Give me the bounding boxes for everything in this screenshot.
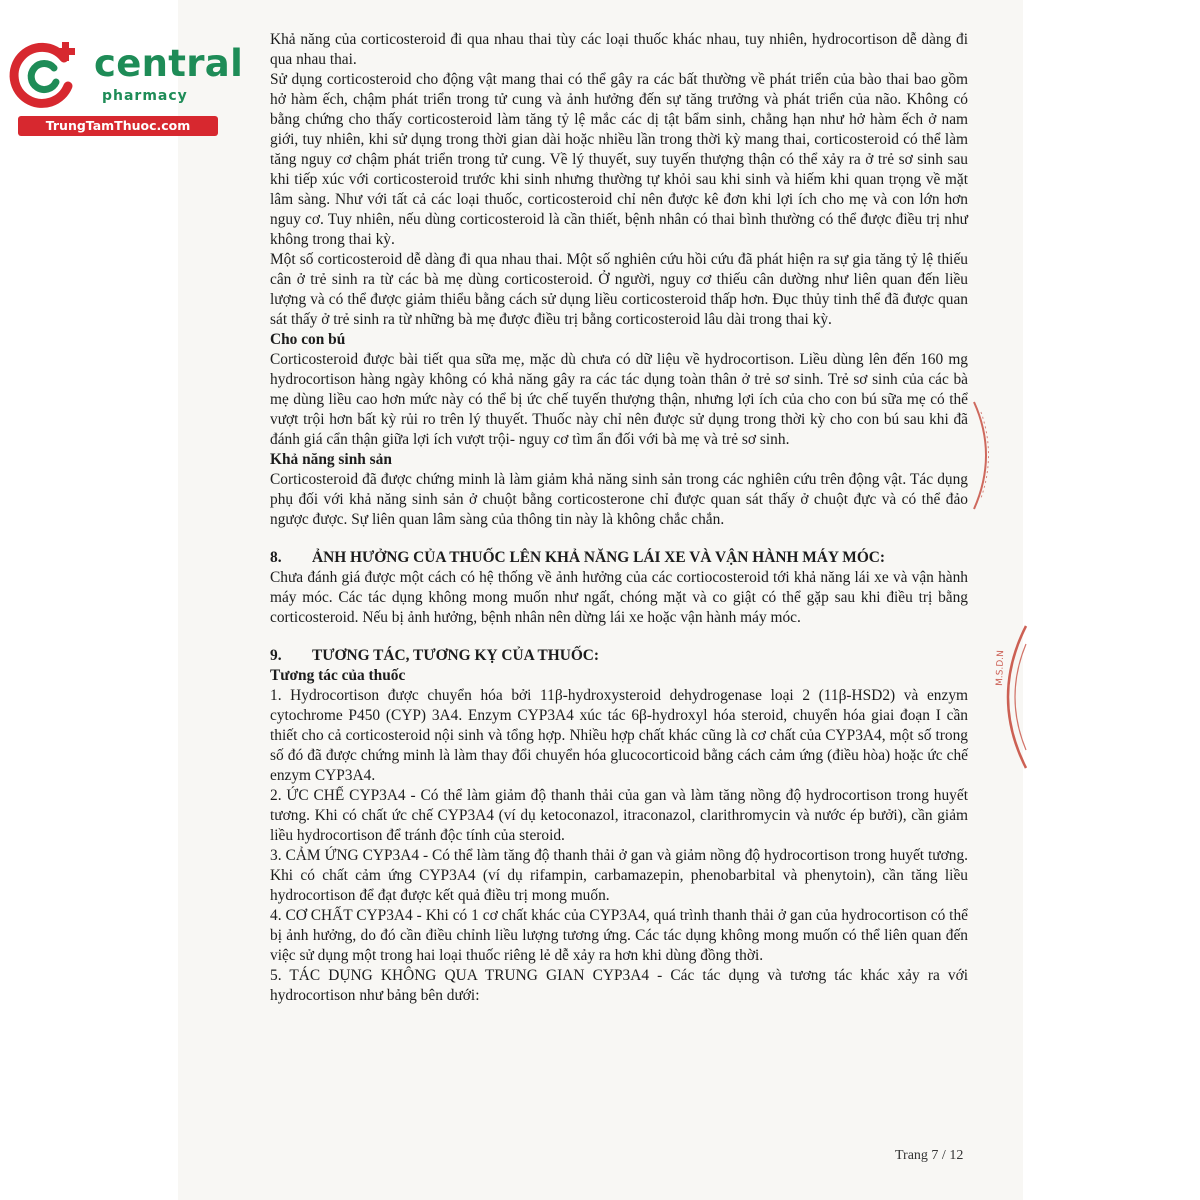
paragraph: Sử dụng corticosteroid cho động vật mang thai có thể gây ra các bất thường về phát triển của bào thai bao gồm hở hàm ếch, chậm phát triển trong tử cung và ảnh hưởng đến sự tăng trưởng và phát triển của não. Không có bằng chứng cho thấy corticosteroid làm tăng tỷ lệ mắc các dị tật bẩm sinh, chẳng hạn như hở hàm ếch ở nam giới, tuy nhiên, khi sử dụng trong thời gian dài hoặc nhiều lần trong thời kỳ mang thai, corticosteroid có thể làm tăng nguy cơ chậm phát triển trong tử cung. Về lý thuyết, suy tuyến thượng thận có thể xảy ra ở trẻ sơ sinh sau khi tiếp xúc với corticosteroid trước khi sinh nhưng thường tự khỏi sau khi sinh và hiếm khi quan trọng về mặt lâm sàng. Như với tất cả các loại thuốc, corticosteroid chỉ nên được kê đơn khi lợi ích cho mẹ và con lớn hơn nguy cơ. Tuy nhiên, nếu dùng corticosteroid là cần thiết, bệnh nhân có thai bình thường có thể được điều trị như không trong thai kỳ.	[270, 71, 968, 248]
stamp-text: M.S.D.N	[995, 650, 1007, 687]
section-number: 9.	[270, 647, 282, 664]
paragraph: Corticosteroid đã được chứng minh là làm giảm khả năng sinh sản trong các nghiên cứu trên động vật. Tác dụng phụ đối với khả năng sinh sản ở chuột bằng corticosterone chỉ được quan sát thấy ở chuột đực và có thể đảo ngược được. Sự liên quan lâm sàng của thông tin này là không chắc chắn.	[270, 471, 968, 528]
page-number: Trang 7 / 12	[895, 1148, 964, 1163]
stamp-mark-top	[972, 398, 1000, 513]
list-item: 2. ỨC CHẾ CYP3A4 - Có thể làm giảm độ thanh thải của gan và làm tăng nồng độ hydrocortison trong huyết tương. Khi có chất ức chế CYP3A4 (ví dụ ketoconazol, itraconazol, clarithromycin và nước ép bưởi), cần giảm liều hydrocortison để tránh độc tính của steroid.	[270, 787, 968, 844]
logo-mark-icon	[8, 38, 82, 112]
stamp-seal	[988, 622, 1028, 772]
list-item: 5. TÁC DỤNG KHÔNG QUA TRUNG GIAN CYP3A4 - Các tác dụng và tương tác khác xảy ra với hydrocortison như bảng bên dưới:	[270, 967, 968, 1004]
section-heading-9	[270, 646, 968, 666]
document-body	[270, 30, 968, 1006]
paragraph: Corticosteroid được bài tiết qua sữa mẹ, mặc dù chưa có dữ liệu về hydrocortison. Liều dùng lên đến 160 mg hydrocortison hàng ngày không có khả năng gây ra các tác dụng toàn thân ở trẻ sơ sinh. Trẻ sơ sinh của các bà mẹ dùng liều cao hơn mức này có thể bị ức chế tuyến thượng thận, nhưng lợi ích của cho con bú sữa mẹ có thể vượt trội hơn bất kỳ rủi ro trên lý thuyết. Thuốc này chỉ nên được sử dụng trong thời kỳ cho con bú sau khi đã đánh giá cẩn thận giữa lợi ích vượt trội- nguy cơ tìm ẩn đối với bà mẹ và trẻ sơ sinh.	[270, 351, 968, 448]
logo-name: central	[94, 42, 244, 85]
paragraph: Một số corticosteroid dễ dàng đi qua nhau thai. Một số nghiên cứu hồi cứu đã phát hiện ra sự gia tăng tỷ lệ thiếu cân ở trẻ sinh ra từ các bà mẹ dùng corticosteroid. Ở người, nguy cơ thiếu cân dường như liên quan đến liều lượng và có thể được giảm thiểu bằng cách sử dụng liều corticosteroid thấp hơn. Đục thủy tinh thể đã được quan sát thấy ở trẻ sinh ra từ những bà mẹ được điều trị bằng corticosteroid lâu dài trong thai kỳ.	[270, 251, 968, 328]
paragraph: Chưa đánh giá được một cách có hệ thống về ảnh hưởng của các cortiocosteroid tới khả năng lái xe và vận hành máy móc. Các tác dụng không mong muốn như ngất, chóng mặt và co giật có thể gặp sau khi điều trị bằng corticosteroid. Nếu bị ảnh hưởng, bệnh nhân nên dừng lái xe hoặc vận hành máy móc.	[270, 569, 968, 626]
section-title: TƯƠNG TÁC, TƯƠNG KỴ CỦA THUỐC:	[312, 647, 600, 664]
section-number: 8.	[270, 549, 282, 566]
subheading-breastfeeding: Cho con bú	[270, 331, 346, 348]
list-item: 4. CƠ CHẤT CYP3A4 - Khi có 1 cơ chất khác của CYP3A4, quá trình thanh thải ở gan của hydrocortison có thể bị ảnh hưởng, do đó cần điều chỉnh liều lượng tương ứng. Các tác dụng không mong muốn có thể liên quan đến việc sử dụng một trong hai loại thuốc riêng lẻ dễ xảy ra hơn khi dùng đồng thời.	[270, 907, 968, 964]
logo-subtitle: pharmacy	[102, 88, 188, 104]
paragraph: Khả năng của corticosteroid đi qua nhau thai tùy các loại thuốc khác nhau, tuy nhiên, hydrocortison dễ dàng đi qua nhau thai.	[270, 31, 968, 68]
subheading-interactions: Tương tác của thuốc	[270, 667, 406, 684]
list-item: 3. CẢM ỨNG CYP3A4 - Có thể làm tăng độ thanh thải ở gan và giảm nồng độ hydrocortison trong huyết tương. Khi có chất cảm ứng CYP3A4 (ví dụ rifampin, carbamazepin, phenobarbital và phenytoin), cần tăng liều hydrocortison để đạt được kết quả điều trị mong muốn.	[270, 847, 968, 904]
list-item: 1. Hydrocortison được chuyển hóa bởi 11β-hydroxysteroid dehydrogenase loại 2 (11β-HSD2) và enzym cytochrome P450 (CYP) 3A4. Enzym CYP3A4 xúc tác 6β-hydroxyl hóa steroid, chuyển hóa giai đoạn I cần thiết cho cả corticosteroid nội sinh và tổng hợp. Nhiều hợp chất khác cũng là cơ chất của CYP3A4, một số trong số đó đã được chứng minh là làm thay đổi chuyển hóa glucocorticoid bằng cách cảm ứng (điều hòa) hoặc ức chế enzym CYP3A4.	[270, 687, 968, 784]
logo-url[interactable]: TrungTamThuoc.com	[18, 116, 218, 136]
pharmacy-logo[interactable]	[8, 38, 244, 138]
section-heading-8	[270, 548, 968, 568]
section-title: ẢNH HƯỞNG CỦA THUỐC LÊN KHẢ NĂNG LÁI XE VÀ VẬN HÀNH MÁY MÓC:	[312, 549, 886, 566]
subheading-fertility: Khả năng sinh sản	[270, 451, 392, 468]
